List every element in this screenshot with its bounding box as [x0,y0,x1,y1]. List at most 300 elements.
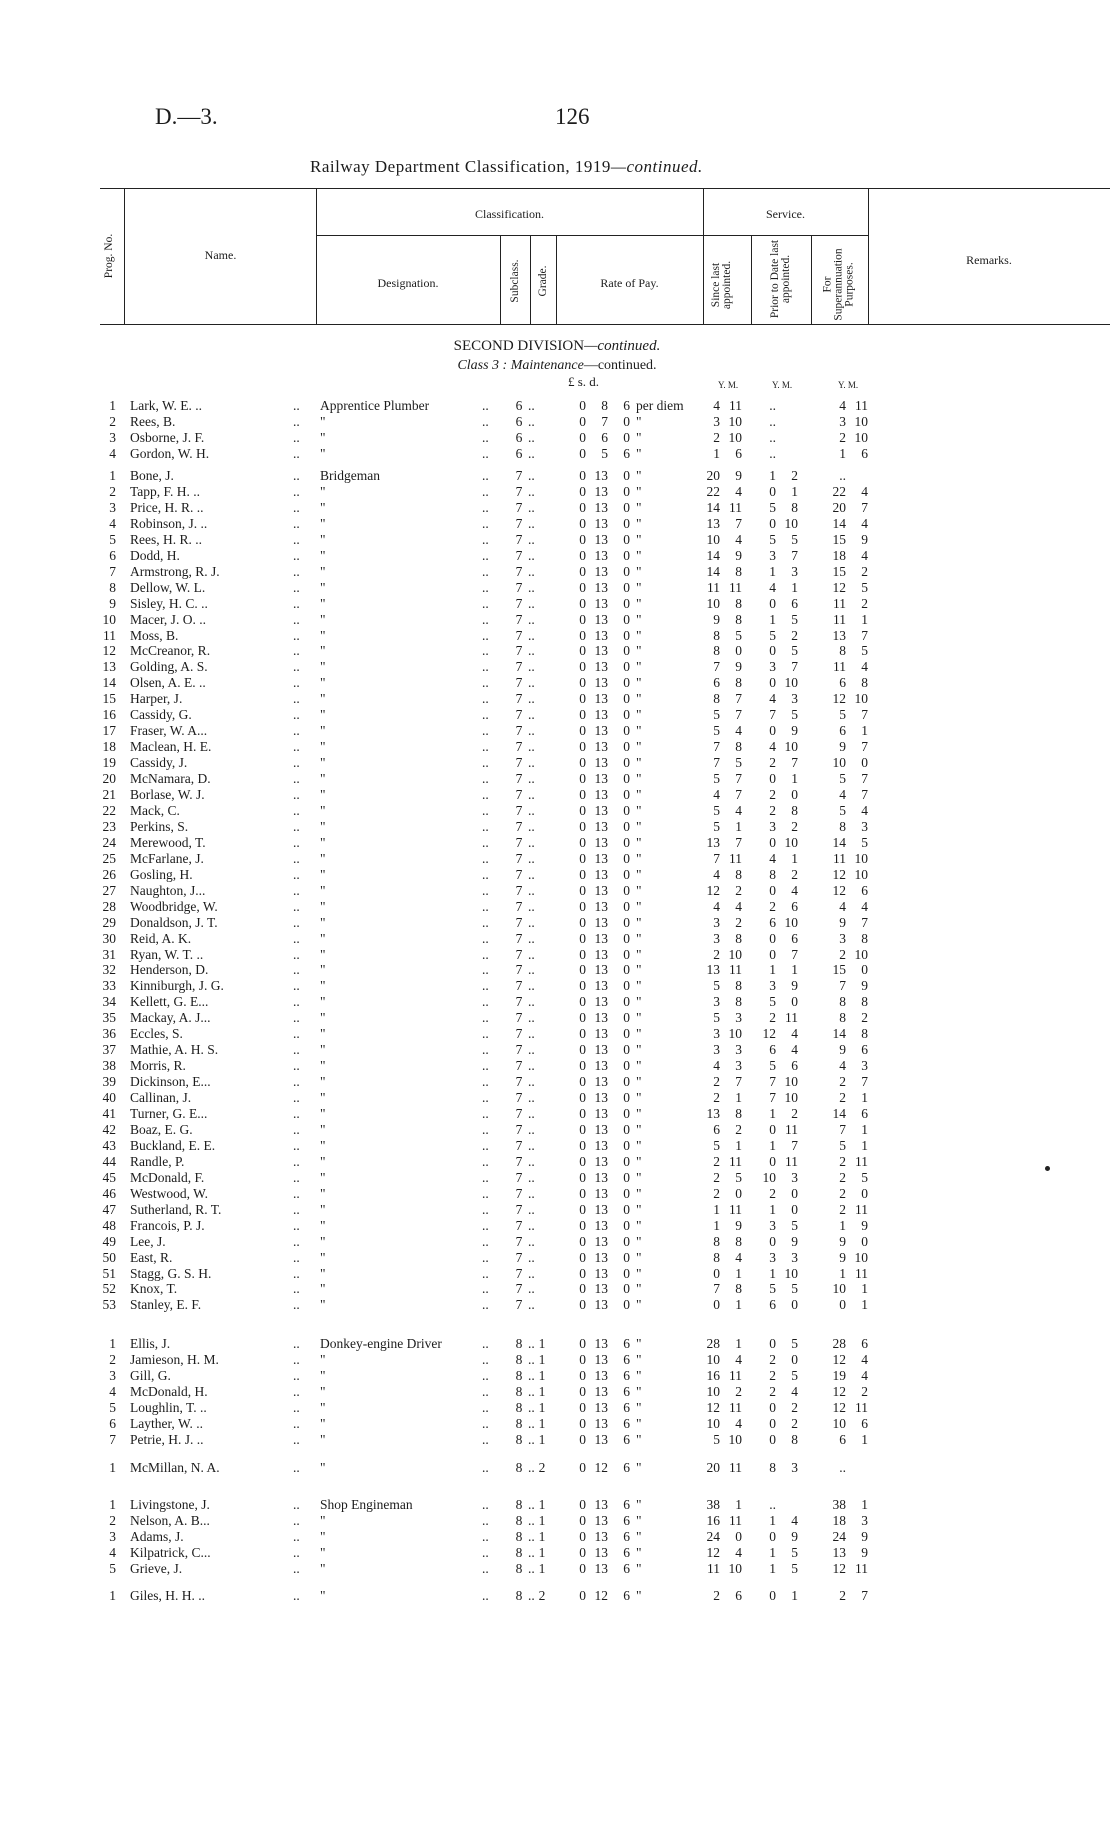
since-last-years: 8 [713,691,720,707]
subclass: 7 [515,787,523,802]
since-last-years: 2 [713,430,720,445]
designation: Donkey-engine Driver [320,1336,442,1351]
since-last-months: 5 [735,755,742,771]
since-last-header: Since last appointed. [710,260,733,310]
pay-shillings: 13 [594,1121,608,1137]
prior-months: 5 [791,1545,798,1560]
pay-rate-unit: " [636,1026,642,1042]
designation: " [320,531,326,547]
superannuation-months: 9 [861,531,868,547]
leader-dots: .. [293,994,300,1010]
designation: " [320,930,326,946]
grade: 1 [538,1497,546,1512]
leader-dots: .. [482,1384,489,1399]
leader-dots: .. [293,1074,300,1090]
superannuation-years: 38 [832,1497,846,1512]
prog-no: 1 [109,398,116,413]
leader-dots: .. [528,1561,535,1576]
leader-dots: .. [528,430,535,445]
prior-months: 9 [791,1233,798,1249]
pay-pence: 0 [623,787,630,802]
since-last-months: 1 [735,1090,742,1106]
grade: 2 [538,1460,546,1475]
leader-dots: .. [528,978,535,994]
pay-shillings: 13 [594,579,608,595]
superannuation-years: 9 [839,914,846,930]
page-title [310,157,703,177]
pay-shillings: 13 [594,563,608,579]
table-row [0,1281,1114,1297]
division-heading [0,338,1114,355]
subclass: 7 [515,930,523,946]
pay-pence: 6 [623,1497,630,1512]
pay-shillings: 13 [594,1169,608,1185]
prior-months: 3 [791,691,798,707]
pay-shillings: 13 [594,914,608,930]
prog-no: 40 [102,1090,116,1106]
prior-months: 4 [791,1513,798,1528]
superannuation-months: 1 [861,1090,868,1106]
leader-dots: .. [482,834,489,850]
leader-dots: .. [528,771,535,787]
since-last-years: 0 [713,1265,720,1281]
since-last-months: 10 [728,430,742,445]
superannuation-years: 2 [839,1588,846,1603]
table-row [0,1154,1114,1170]
since-last-years: 1 [713,1217,720,1233]
leader-dots: .. [293,1265,300,1281]
prog-no: 29 [102,914,116,930]
pay-shillings: 13 [594,1042,608,1058]
designation: " [320,1185,326,1201]
since-last-years: 12 [706,1400,720,1415]
leader-dots: .. [293,930,300,946]
pay-pence: 0 [623,595,630,611]
prior-months: 3 [791,1460,798,1475]
prog-no: 4 [109,1545,116,1560]
superannuation-months: 9 [861,1529,868,1544]
leader-dots: .. [482,1545,489,1560]
prog-no: 4 [109,515,116,531]
leader-dots: .. [528,1026,535,1042]
pay-rate-unit: " [636,1497,642,1512]
leader-dots: .. [293,595,300,611]
table-row [0,532,1114,548]
since-last-years: 2 [713,1074,720,1090]
superannuation-years: 0 [839,1297,846,1313]
pay-pence: 0 [623,802,630,818]
superannuation-years: 13 [832,627,846,643]
prior-years: 2 [769,1368,776,1383]
designation: " [320,579,326,595]
designation: " [320,1352,326,1367]
subclass: 7 [515,994,523,1010]
leader-dots: .. [293,579,300,595]
grade: 1 [538,1416,546,1431]
pay-rate-unit: " [636,659,642,675]
pay-pence: 0 [623,1106,630,1121]
pay-rate-unit: " [636,898,642,914]
superannuation-months: 7 [861,771,868,787]
employee-name: Dellow, W. L. [130,579,206,595]
subclass: 7 [515,962,523,978]
pay-pounds: 0 [579,1297,586,1313]
leader-dots: .. [293,1121,300,1137]
pay-rate-unit: per diem [636,398,684,413]
pay-shillings: 13 [594,818,608,834]
subclass: 8 [515,1416,523,1431]
superannuation-months: 4 [861,547,868,563]
pay-pounds: 0 [579,1169,586,1185]
pay-rate-unit: " [636,1384,642,1399]
leader-dots: .. [482,563,489,579]
leader-dots: .. [528,1249,535,1265]
employee-name: Livingstone, J. [130,1497,210,1512]
table-row [0,1297,1114,1313]
leader-dots: .. [528,1297,535,1313]
pay-shillings: 5 [601,446,608,461]
superannuation-months: 7 [861,914,868,930]
superannuation-years: 12 [832,691,846,707]
prog-no: 49 [102,1233,116,1249]
table-row [0,1352,1114,1368]
leader-dots: .. [528,414,535,429]
prior-years: 2 [769,898,776,914]
superannuation-years: 1 [839,446,846,461]
superannuation-months: 4 [861,659,868,675]
since-last-months: 8 [735,739,742,755]
leader-dots: .. [482,1529,489,1544]
leader-dots: .. [528,1090,535,1106]
prior-years: 0 [769,1400,776,1415]
prior-years: 2 [769,1010,776,1026]
pay-pounds: 0 [579,1249,586,1265]
pay-shillings: 13 [594,850,608,866]
since-last-years: 10 [706,1416,720,1431]
leader-dots: .. [482,1233,489,1249]
pay-pence: 0 [623,1074,630,1090]
since-last-months: 4 [735,1249,742,1265]
since-last-years: 2 [713,1153,720,1169]
pay-pounds: 0 [579,946,586,962]
since-last-months: 4 [735,483,742,499]
prog-no: 20 [102,771,116,787]
superannuation-months: 11 [855,1201,868,1217]
superannuation-months: 2 [861,1384,868,1399]
table-row [0,1026,1114,1042]
employee-name: Robinson, J. .. [130,515,208,531]
subclass: 7 [515,643,523,659]
pay-pence: 0 [623,659,630,675]
pay-pounds: 0 [579,1090,586,1106]
pay-pence: 6 [623,1416,630,1431]
since-last-years: 8 [713,1249,720,1265]
pay-pence: 0 [623,850,630,866]
table-row [0,1218,1114,1234]
pay-shillings: 7 [601,414,608,429]
prior-to-date-header: Prior to Date last appointed. [769,239,792,319]
since-last-years: 2 [713,1588,720,1603]
pay-shillings: 13 [594,595,608,611]
prior-years: 3 [769,1249,776,1265]
since-last-months: 3 [735,1010,742,1026]
since-last-years: 2 [713,1169,720,1185]
designation: " [320,1400,326,1415]
pay-rate-unit: " [636,515,642,531]
employee-name: Rees, B. [130,414,176,429]
pay-rate-unit: " [636,914,642,930]
pay-shillings: 13 [594,659,608,675]
pay-shillings: 8 [601,398,608,413]
prior-months: 7 [791,547,798,563]
table-row [0,915,1114,931]
prog-no: 2 [109,483,116,499]
pay-pounds: 0 [579,1153,586,1169]
superannuation-years: 4 [839,787,846,802]
prog-no: 1 [109,1336,116,1351]
leader-dots: .. [293,1233,300,1249]
prog-no: 53 [102,1297,116,1313]
leader-dots: .. [293,1106,300,1121]
superannuation-months: 8 [861,1026,868,1042]
pay-pence: 6 [623,1400,630,1415]
leader-dots: .. [528,1460,535,1475]
table-row [0,691,1114,707]
designation: " [320,675,326,691]
pay-rate-unit: " [636,483,642,499]
pay-rate-unit: " [636,595,642,611]
prior-years: 0 [769,771,776,787]
superannuation-months: 2 [861,1010,868,1026]
superannuation-months: 6 [861,1106,868,1121]
pay-pounds: 0 [579,691,586,707]
designation: " [320,627,326,643]
subclass: 7 [515,515,523,531]
since-last-years: 5 [713,818,720,834]
prog-no-header: Prog. No. [103,233,115,279]
subclass: 7 [515,1265,523,1281]
leader-dots: .. [482,707,489,723]
since-last-years: 5 [713,1010,720,1026]
employee-name: Woodbridge, W. [130,898,218,914]
leader-dots: .. [293,515,300,531]
leader-dots: .. [293,1153,300,1169]
leader-dots: .. [482,1217,489,1233]
leader-dots: .. [482,1416,489,1431]
prior-months: 4 [791,1026,798,1042]
leader-dots: .. [293,850,300,866]
superannuation-months: 3 [861,1513,868,1528]
since-last-months: 0 [735,1529,742,1544]
prior-years: 2 [769,787,776,802]
subclass: 8 [515,1561,523,1576]
prior-years: 5 [769,994,776,1010]
leader-dots: .. [293,414,300,429]
pay-pounds: 0 [579,962,586,978]
subclass: 7 [515,723,523,739]
superannuation-months: 5 [861,643,868,659]
leader-dots: .. [528,547,535,563]
leader-dots: .. [482,866,489,882]
designation: " [320,771,326,787]
leader-dots: .. [482,898,489,914]
superannuation-years: 1 [839,1217,846,1233]
superannuation-months: 4 [861,1368,868,1383]
prog-no: 16 [102,707,116,723]
leader-dots: .. [293,483,300,499]
pay-pounds: 0 [579,802,586,818]
designation: " [320,483,326,499]
employee-name: Lee, J. [130,1233,166,1249]
leader-dots: .. [528,1400,535,1415]
pay-shillings: 13 [594,898,608,914]
pay-rate-unit: " [636,643,642,659]
grade: 2 [538,1588,546,1603]
prior-years: .. [769,446,776,461]
since-last-months: 7 [735,771,742,787]
prior-months: 3 [791,1169,798,1185]
since-last-years: 7 [713,659,720,675]
pay-rate-unit: " [636,1010,642,1026]
prog-no: 44 [102,1153,116,1169]
designation: " [320,1137,326,1153]
table-row [0,643,1114,659]
leader-dots: .. [293,1588,300,1603]
superannuation-years: 9 [839,1233,846,1249]
pay-pence: 0 [623,946,630,962]
prior-years: 0 [769,946,776,962]
pay-pence: 0 [623,531,630,547]
employee-name: Dodd, H. [130,547,180,563]
pay-shillings: 13 [594,1265,608,1281]
designation: " [320,1281,326,1297]
leader-dots: .. [528,914,535,930]
employee-name: Petrie, H. J. .. [130,1432,204,1447]
title-continued: —continued. [610,157,703,176]
prior-years: 0 [769,723,776,739]
table-row [0,580,1114,596]
table-row [0,1336,1114,1352]
prior-years: 2 [769,1384,776,1399]
employee-name: Gill, G. [130,1368,171,1383]
superannuation-months: 0 [861,1233,868,1249]
employee-name: McDonald, F. [130,1169,205,1185]
since-last-months: 7 [735,1074,742,1090]
pay-pence: 0 [623,547,630,563]
prior-months: 1 [791,483,798,499]
pay-rate-unit: " [636,994,642,1010]
designation: " [320,1058,326,1074]
prog-no: 13 [102,659,116,675]
leader-dots: .. [482,579,489,595]
employee-name: Knox, T. [130,1281,178,1297]
leader-dots: .. [528,1588,535,1603]
superannuation-years: 11 [833,659,846,675]
since-last-months: 7 [735,787,742,802]
employee-name: Macer, J. O. .. [130,611,206,627]
employee-name: Merewood, T. [130,834,206,850]
pay-pence: 0 [623,1026,630,1042]
leader-dots: .. [482,691,489,707]
superannuation-years: 12 [832,1384,846,1399]
since-last-months: 11 [729,579,742,595]
prog-no: 28 [102,898,116,914]
prior-years: 5 [769,627,776,643]
pay-pounds: 0 [579,1513,586,1528]
leader-dots: .. [528,499,535,515]
grade: 1 [538,1432,546,1447]
table-row [0,1400,1114,1416]
superannuation-years: 8 [839,818,846,834]
pay-pounds: 0 [579,834,586,850]
prog-no: 41 [102,1106,116,1121]
leader-dots: .. [482,1106,489,1121]
ym-label-super: Y. M. [838,380,859,390]
superannuation-years: 28 [832,1336,846,1351]
designation: " [320,611,326,627]
prior-years: 3 [769,978,776,994]
subclass: 7 [515,1026,523,1042]
pay-shillings: 13 [594,930,608,946]
table-row [0,1513,1114,1529]
superannuation-years: 12 [832,1561,846,1576]
superannuation-years: 2 [839,1169,846,1185]
pay-pence: 0 [623,1217,630,1233]
pay-rate-unit: " [636,1090,642,1106]
leader-dots: .. [482,1026,489,1042]
since-last-years: 8 [713,1233,720,1249]
employee-name: Francois, P. J. [130,1217,205,1233]
employee-name: Golding, A. S. [130,659,208,675]
subclass: 7 [515,1106,523,1121]
designation: " [320,1368,326,1383]
pay-rate-unit: " [636,1368,642,1383]
prior-months: 5 [791,707,798,723]
prior-years: 0 [769,643,776,659]
pay-rate-unit: " [636,675,642,691]
pay-rate-unit: " [636,1460,642,1475]
subclass: 7 [515,547,523,563]
pay-pounds: 0 [579,707,586,723]
leader-dots: .. [293,1561,300,1576]
pay-shillings: 13 [594,1368,608,1383]
pay-rate-unit: " [636,691,642,707]
table-row [0,1250,1114,1266]
table-row [0,883,1114,899]
superannuation-years: 12 [832,579,846,595]
class-heading [0,358,1114,374]
subclass: 7 [515,898,523,914]
division-continued: —continued. [584,338,661,354]
subclass: 7 [515,691,523,707]
superannuation-years: 10 [832,1281,846,1297]
since-last-months: 4 [735,723,742,739]
table-row [0,1106,1114,1122]
superannuation-months: 10 [854,866,868,882]
since-last-years: 4 [713,1058,720,1074]
employee-name: Buckland, E. E. [130,1137,216,1153]
prior-months: 10 [784,739,798,755]
leader-dots: .. [482,627,489,643]
pay-rate-unit: " [636,787,642,802]
pay-shillings: 13 [594,1529,608,1544]
designation: " [320,1169,326,1185]
pay-shillings: 13 [594,1185,608,1201]
subclass: 8 [515,1460,523,1475]
leader-dots: .. [482,739,489,755]
since-last-months: 1 [735,1297,742,1313]
designation: " [320,659,326,675]
